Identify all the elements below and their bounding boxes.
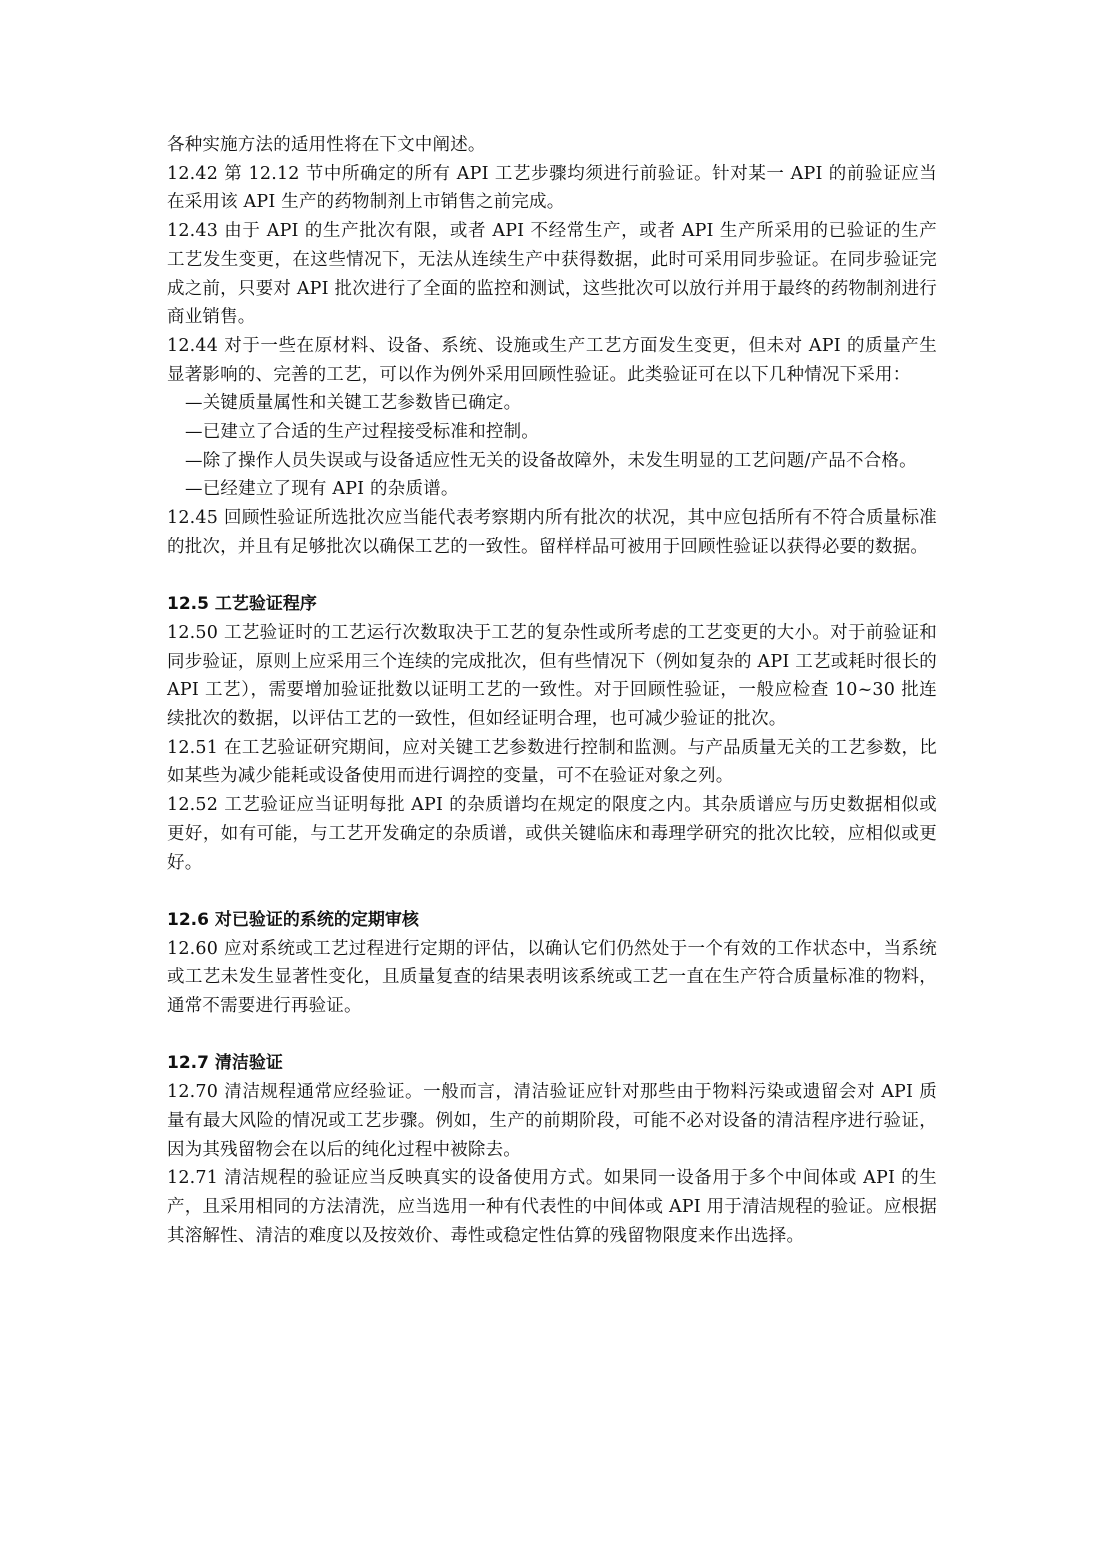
paragraph-12-52: 12.52 工艺验证应当证明每批 API 的杂质谱均在规定的限度之内。其杂质谱应与历史数据相似或更好，如有可能，与工艺开发确定的杂质谱，或供关键临床和毒理学研究的批次比较，应相似或更好。	[167, 795, 937, 873]
section-heading: 12.7 清洁验证	[167, 1053, 283, 1074]
list-item: —已建立了合适的生产过程接受标准和控制。	[185, 422, 539, 443]
section-heading: 12.5 工艺验证程序	[167, 594, 317, 615]
paragraph-12-70: 12.70 清洁规程通常应经验证。一般而言，清洁验证应针对那些由于物料污染或遗留会对 API 质量有最大风险的情况或工艺步骤。例如，生产的前期阶段，可能不必对设备的清洁程序进行验证，因为其残留物会在以后的纯化过程中被除去。	[167, 1082, 937, 1160]
paragraph-12-43: 12.43 由于 API 的生产批次有限，或者 API 不经常生产，或者 API 生产所采用的已验证的生产工艺发生变更，在这些情况下，无法从连续生产中获得数据，此时可采用同步验证。在同步验证完成之前，只要对 API 批次进行了全面的监控和测试，这些批次可以放行并用于最终的药物制剂进行商业销售。	[167, 221, 937, 328]
list-item: —已经建立了现有 API 的杂质谱。	[185, 479, 459, 500]
paragraph-12-60: 12.60 应对系统或工艺过程进行定期的评估，以确认它们仍然处于一个有效的工作状态中，当系统或工艺未发生显著性变化，且质量复查的结果表明该系统或工艺一直在生产符合质量标准的物料，通常不需要进行再验证。	[167, 938, 937, 1017]
paragraph-12-44: 12.44 对于一些在原材料、设备、系统、设施或生产工艺方面发生变更，但未对 API 的质量产生显著影响的、完善的工艺，可以作为例外采用回顾性验证。此类验证可在以下几种情况下采用：	[167, 335, 937, 385]
section-12-7	[167, 1049, 937, 1250]
paragraph: 各种实施方法的适用性将在下文中阐述。	[167, 135, 486, 155]
section-continuation	[167, 131, 937, 562]
document-page	[167, 131, 937, 1250]
paragraph-12-50: 12.50 工艺验证时的工艺运行次数取决于工艺的复杂性或所考虑的工艺变更的大小。对于前验证和同步验证，原则上应采用三个连续的完成批次，但有些情况下（例如复杂的 API 工艺或耗时很长的 API 工艺），需要增加验证批数以证明工艺的一致性。对于回顾性验证，一般应检查 10~30 批连续批次的数据，以评估工艺的一致性，但如经证明合理，也可减少验证的批次。	[167, 622, 937, 730]
section-heading: 12.6 对已验证的系统的定期审核	[167, 909, 419, 930]
paragraph-12-45: 12.45 回顾性验证所选批次应当能代表考察期内所有批次的状况，其中应包括所有不符合质量标准的批次，并且有足够批次以确保工艺的一致性。留样样品可被用于回顾性验证以获得必要的数据。	[167, 508, 937, 557]
list-item: —关键质量属性和关键工艺参数皆已确定。	[185, 393, 522, 414]
paragraph-12-51: 12.51 在工艺验证研究期间，应对关键工艺参数进行控制和监测。与产品质量无关的工艺参数，比如某些为减少能耗或设备使用而进行调控的变量，可不在验证对象之列。	[167, 737, 937, 787]
section-12-5	[167, 590, 937, 877]
list-item: —除了操作人员失误或与设备适应性无关的设备故障外，未发生明显的工艺问题/产品不合格。	[185, 450, 917, 471]
paragraph-12-42: 12.42 第 12.12 节中所确定的所有 API 工艺步骤均须进行前验证。针对某一 API 的前验证应当在采用该 API 生产的药物制剂上市销售之前完成。	[167, 163, 937, 213]
section-12-6	[167, 906, 937, 1021]
paragraph-12-71: 12.71 清洁规程的验证应当反映真实的设备使用方式。如果同一设备用于多个中间体或 API 的生产，且采用相同的方法清洗，应当选用一种有代表性的中间体或 API 用于清洁规程的验证。应根据其溶解性、清洁的难度以及按效价、毒性或稳定性估算的残留物限度来作出选择。	[167, 1168, 937, 1246]
